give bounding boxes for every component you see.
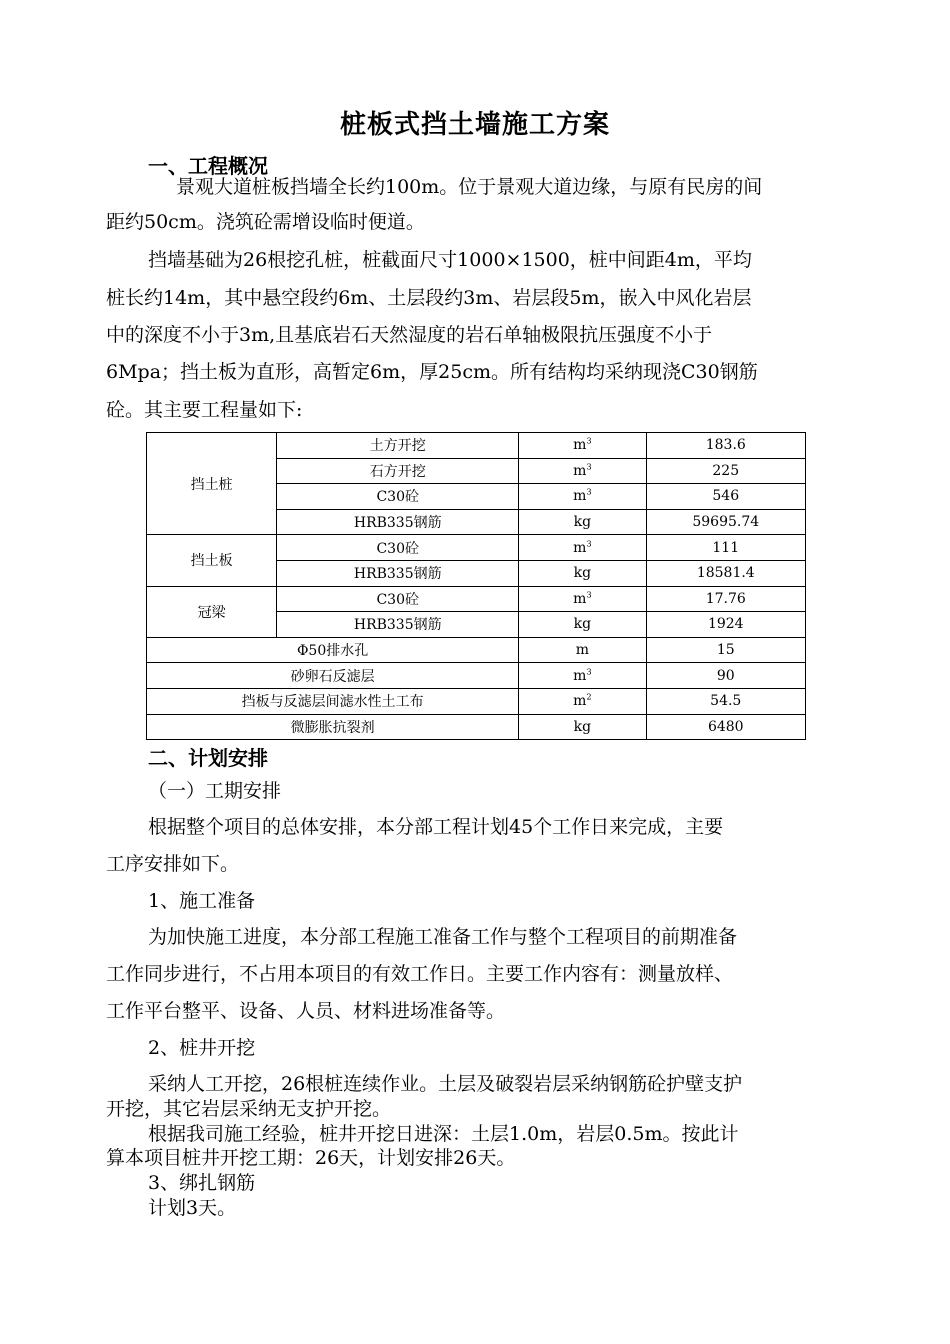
unit-cell: kg	[519, 560, 646, 586]
unit-cell: kg	[519, 714, 646, 740]
value-cell: 546	[646, 484, 805, 510]
unit-cell: kg	[519, 612, 646, 638]
item-cell: C30砼	[277, 535, 519, 561]
paragraph-line: 工作同步进行，不占用本项目的有效工作日。主要工作内容有：测量放样、	[106, 963, 734, 985]
table-row	[147, 714, 806, 740]
value-cell: 15	[646, 637, 805, 663]
value-cell: 54.5	[646, 688, 805, 714]
value-cell: 59695.74	[646, 509, 805, 535]
value-cell: 90	[646, 663, 805, 689]
item-heading: 2、桩井开挖	[148, 1037, 256, 1059]
item-cell: HRB335钢筋	[277, 612, 519, 638]
unit-cell: $m^3$	[519, 433, 646, 459]
item-cell: 石方开挖	[277, 458, 519, 484]
value-cell: 6480	[646, 714, 805, 740]
table-row	[147, 663, 806, 689]
unit-cell: kg	[519, 509, 646, 535]
unit-cell: $m^2$	[519, 688, 646, 714]
item-heading: 1、施工准备	[148, 890, 256, 912]
group-cell: 冠梁	[147, 586, 277, 637]
item-cell: Φ50排水孔	[147, 637, 519, 663]
value-cell: 225	[646, 458, 805, 484]
item-cell: 土方开挖	[277, 433, 519, 459]
value-cell: 1924	[646, 612, 805, 638]
paragraph-line: 挡墙基础为26根挖孔桩，桩截面尺寸1000×1500，桩中间距4m，平均	[148, 249, 752, 271]
paragraph-line: 中的深度不小于3m,且基底岩石天然湿度的岩石单轴极限抗压强度不小于	[106, 324, 713, 346]
paragraph-line: 根据整个项目的总体安排，本分部工程计划45个工作日来完成，主要	[148, 816, 724, 838]
group-cell: 挡土板	[147, 535, 277, 586]
paragraph-line: 砼。其主要工程量如下:	[106, 399, 303, 421]
table-row	[147, 637, 806, 663]
table-row	[147, 688, 806, 714]
item-cell: HRB335钢筋	[277, 509, 519, 535]
subsection-heading: （一）工期安排	[148, 780, 282, 802]
paragraph-line: 根据我司施工经验，桩井开挖日进深：土层1.0m，岩层0.5m。按此计	[148, 1123, 739, 1145]
paragraph-line: 距约50cm。浇筑砼需增设临时便道。	[106, 211, 425, 233]
unit-cell: $m^3$	[519, 535, 646, 561]
table-row	[147, 433, 806, 459]
table-row	[147, 586, 806, 612]
paragraph-line: 算本项目桩井开挖工期：26天，计划安排26天。	[106, 1147, 516, 1169]
page-title: 桩板式挡土墙施工方案	[339, 110, 610, 140]
item-cell: 微膨胀抗裂剂	[147, 714, 519, 740]
paragraph-line: 开挖，其它岩层采纳无支护开挖。	[106, 1098, 392, 1120]
paragraph-line: 计划3天。	[148, 1197, 237, 1219]
unit-cell: $m^3$	[519, 484, 646, 510]
section-heading-overview: 一、工程概况	[148, 154, 268, 178]
value-cell: 183.6	[646, 433, 805, 459]
value-cell: 17.76	[646, 586, 805, 612]
paragraph-line: 桩长约14m，其中悬空段约6m、土层段约3m、岩层段5m，嵌入中风化岩层	[106, 287, 752, 309]
unit-cell: $m^3$	[519, 663, 646, 689]
paragraph-line: 工作平台整平、设备、人员、材料进场准备等。	[106, 1000, 506, 1022]
group-cell: 挡土桩	[147, 433, 277, 535]
paragraph-line: 采纳人工开挖，26根桩连续作业。土层及破裂岩层采纳钢筋砼护壁支护	[148, 1073, 743, 1095]
unit-cell: $m^3$	[519, 458, 646, 484]
item-cell: C30砼	[277, 484, 519, 510]
paragraph-line: 景观大道桩板挡墙全长约100m。位于景观大道边缘，与原有民房的间	[176, 176, 763, 198]
paragraph-line: 6Mpa；挡土板为直形，高暂定6m，厚25cm。所有结构均采纳现浇C30钢筋	[106, 361, 758, 383]
unit-cell: $m^3$	[519, 586, 646, 612]
value-cell: 18581.4	[646, 560, 805, 586]
item-cell: HRB335钢筋	[277, 560, 519, 586]
item-heading: 3、绑扎钢筋	[148, 1172, 256, 1194]
table-row	[147, 535, 806, 561]
value-cell: 111	[646, 535, 805, 561]
item-cell: 挡板与反滤层间滤水性土工布	[147, 688, 519, 714]
item-cell: 砂卵石反滤层	[147, 663, 519, 689]
quantities-table	[146, 432, 806, 740]
paragraph-line: 为加快施工进度，本分部工程施工准备工作与整个工程项目的前期准备	[148, 926, 738, 948]
paragraph-line: 工序安排如下。	[106, 853, 240, 875]
section-heading-plan: 二、计划安排	[148, 746, 268, 770]
item-cell: C30砼	[277, 586, 519, 612]
unit-cell: m	[519, 637, 646, 663]
